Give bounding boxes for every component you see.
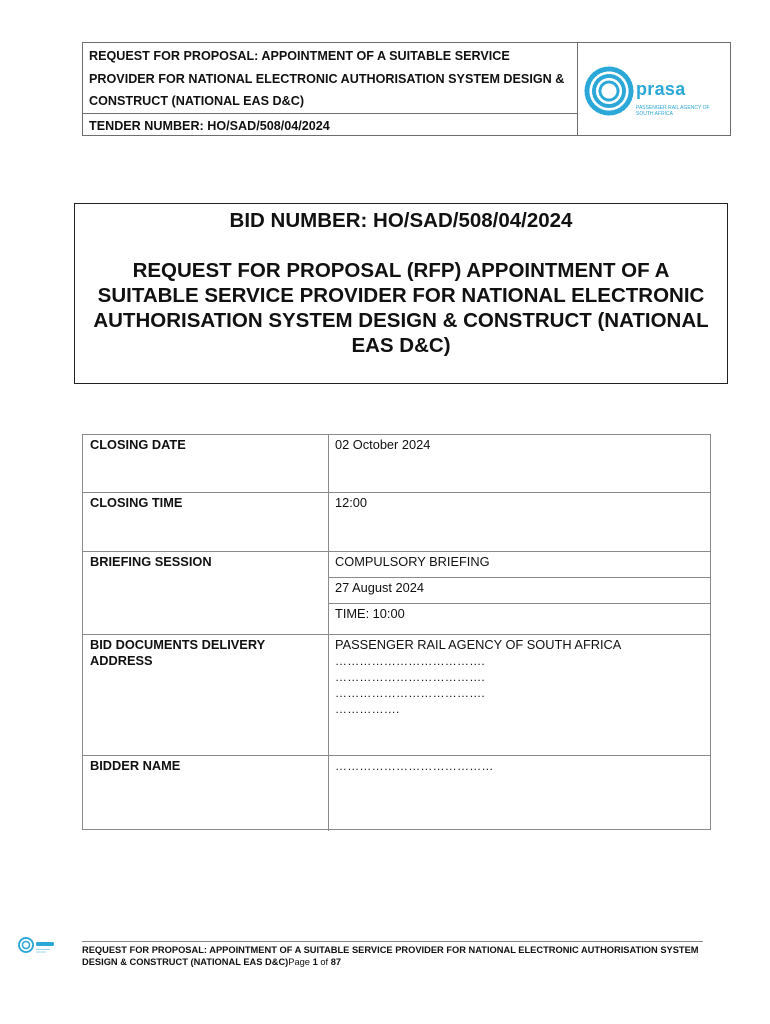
column-divider (328, 435, 329, 492)
column-divider (328, 635, 329, 756)
briefing-date-value: 27 August 2024 (335, 580, 424, 595)
closing-date-label: CLOSING DATE (90, 437, 186, 452)
closing-time-value: 12:00 (335, 495, 368, 510)
delivery-address-placeholder: ………………………………. (335, 670, 485, 684)
delivery-address-placeholder: ………………………………. (335, 654, 485, 668)
briefing-subrow-line (329, 603, 710, 604)
column-divider (328, 552, 329, 635)
document-header (82, 42, 731, 136)
logo-tagline: PASSENGER RAIL AGENCY OF SOUTH AFRICA (636, 105, 710, 117)
footer-prasa-logo-icon (17, 936, 61, 956)
delivery-address-row (83, 634, 710, 756)
header-title: REQUEST FOR PROPOSAL: APPOINTMENT OF A SUITABLE SERVICE PROVIDER FOR NATIONAL ELECTRONIC AUTHORISATION SYSTEM DESIGN & CONSTRUCT (NATIONAL EAS D&C) (83, 43, 577, 114)
header-logo-cell (578, 43, 730, 135)
column-divider (328, 493, 329, 552)
delivery-address-label: BID DOCUMENTS DELIVERY ADDRESS (90, 637, 265, 668)
tender-number: TENDER NUMBER: HO/SAD/508/04/2024 (89, 118, 330, 133)
page-of-word: of (320, 957, 329, 967)
delivery-address-value (335, 637, 704, 717)
delivery-address-line: PASSENGER RAIL AGENCY OF SOUTH AFRICA (335, 637, 622, 652)
bidder-name-value: ………………………………… (335, 759, 494, 773)
footer-rule (82, 941, 703, 942)
delivery-address-placeholder: ……………. (335, 702, 400, 716)
closing-time-label: CLOSING TIME (90, 495, 183, 510)
logo-wordmark: prasa (636, 79, 686, 99)
closing-time-row (83, 492, 710, 552)
bid-number: BID NUMBER: HO/SAD/508/04/2024 (229, 209, 573, 232)
bidder-name-label: BIDDER NAME (90, 758, 181, 773)
closing-date-row (83, 435, 710, 492)
header-text-cell (83, 43, 578, 135)
rfp-title: REQUEST FOR PROPOSAL (RFP) APPOINTMENT OF A SUITABLE SERVICE PROVIDER FOR NATIONAL ELECTRONIC AUTHORISATION SYSTEM DESIGN & CONSTRUCT (NATIONAL EAS D&C) (93, 259, 709, 357)
delivery-address-placeholder: ………………………………. (335, 686, 485, 700)
page-current: 1 (312, 957, 318, 967)
page-indicator (288, 957, 341, 967)
briefing-session-row (83, 551, 710, 635)
footer-text (82, 944, 712, 968)
prasa-swirl-logo-icon (583, 65, 635, 117)
page-total: 87 (330, 957, 342, 967)
bidder-name-row (83, 755, 710, 831)
briefing-type-value: COMPULSORY BRIEFING (335, 554, 490, 569)
bid-details-table (82, 434, 711, 830)
closing-date-value: 02 October 2024 (335, 437, 431, 452)
page-word: Page (288, 957, 310, 967)
bid-title-box (74, 203, 728, 384)
footer-document-title: REQUEST FOR PROPOSAL: APPOINTMENT OF A SUITABLE SERVICE PROVIDER FOR NATIONAL ELECTRONIC AUTHORISATION SYSTEM DESIGN & CONSTRUCT (NATIONAL EAS D&C) (82, 945, 699, 967)
briefing-session-label: BRIEFING SESSION (90, 554, 212, 569)
briefing-time-value: TIME: 10:00 (335, 606, 405, 621)
column-divider (328, 756, 329, 831)
briefing-subrow-line (329, 577, 710, 578)
